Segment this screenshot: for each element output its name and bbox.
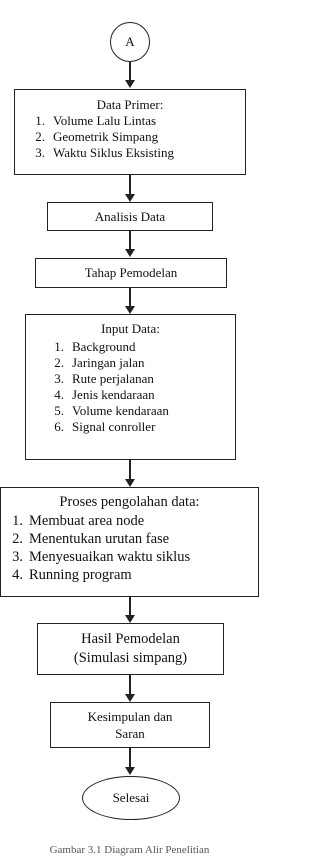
list-item: 1. Volume Lalu Lintas: [35, 113, 157, 128]
input-data-box: [25, 314, 236, 460]
kesimpulan-line-1: Kesimpulan dan: [87, 709, 173, 724]
arrow-6: [129, 597, 131, 617]
tahap-pemodelan-label: Tahap Pemodelan: [84, 265, 178, 280]
arrow-1: [129, 62, 131, 82]
kesimpulan-line-2: Saran: [115, 726, 145, 741]
arrow-4-head: [125, 306, 135, 314]
arrow-3: [129, 231, 131, 251]
proses-title: Proses pengolahan data:: [59, 494, 200, 510]
tahap-pemodelan-box: [35, 258, 227, 288]
list-item: 3. Rute perjalanan: [54, 371, 154, 386]
connector-a: [110, 22, 150, 62]
arrow-5-head: [125, 479, 135, 487]
connector-a-label: A: [125, 34, 135, 49]
list-item: 2. Geometrik Simpang: [35, 129, 159, 144]
arrow-5: [129, 460, 131, 481]
arrow-4: [129, 288, 131, 308]
kesimpulan-box: [50, 702, 210, 748]
arrow-1-head: [125, 80, 135, 88]
arrow-7-head: [125, 694, 135, 702]
arrow-7: [129, 675, 131, 696]
list-item: 3. Waktu Siklus Eksisting: [35, 145, 175, 160]
arrow-2-head: [125, 194, 135, 202]
hasil-line-2: (Simulasi simpang): [73, 650, 188, 666]
data-primer-box: [14, 89, 246, 175]
list-item: 1. Membuat area node: [12, 513, 145, 529]
arrow-8-head: [125, 767, 135, 775]
list-item: 1. Background: [54, 339, 136, 354]
figure-caption: Gambar 3.1 Diagram Alir Penelitian: [49, 844, 210, 856]
arrow-2: [129, 175, 131, 196]
analisis-data-box: [47, 202, 213, 231]
arrow-8: [129, 748, 131, 769]
list-item: 2. Menentukan urutan fase: [12, 531, 170, 547]
list-item: 3. Menyesuaikan waktu siklus: [12, 549, 191, 565]
input-data-list: [40, 339, 235, 435]
list-item: 6. Signal conroller: [54, 419, 156, 434]
hasil-line-1: Hasil Pemodelan: [81, 631, 180, 647]
selesai-oval: [82, 776, 180, 820]
arrow-6-head: [125, 615, 135, 623]
list-item: 5. Volume kendaraan: [54, 403, 169, 418]
list-item: 4. Jenis kendaraan: [54, 387, 155, 402]
selesai-label: Selesai: [112, 790, 150, 805]
analisis-data-label: Analisis Data: [94, 208, 166, 224]
proses-list: [9, 512, 258, 584]
data-primer-list: [21, 113, 245, 161]
arrow-3-head: [125, 249, 135, 257]
hasil-pemodelan-box: [37, 623, 224, 675]
data-primer-title: Data Primer:: [96, 97, 164, 112]
input-data-title: Input Data:: [101, 321, 160, 336]
proses-box: [0, 487, 259, 597]
list-item: 4. Running program: [12, 567, 132, 583]
list-item: 2. Jaringan jalan: [54, 355, 145, 370]
